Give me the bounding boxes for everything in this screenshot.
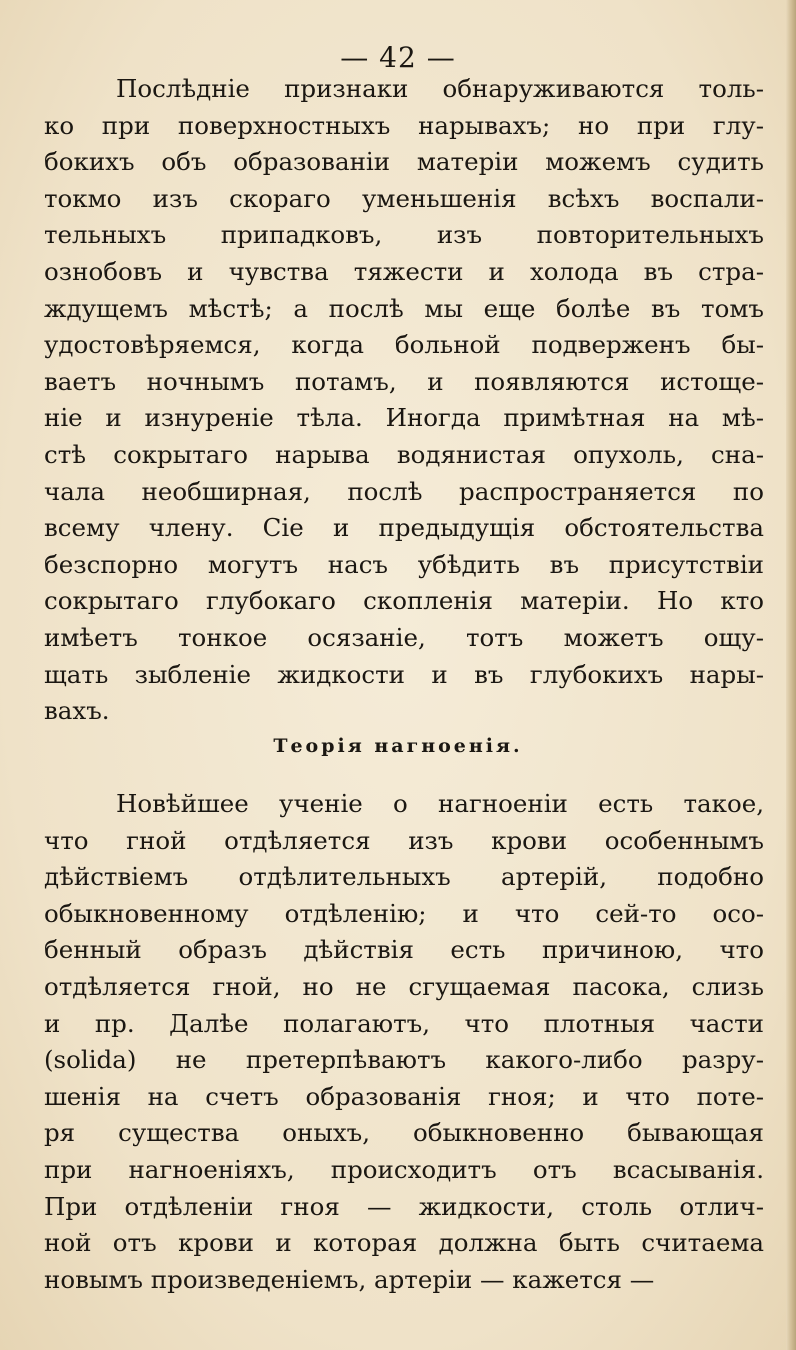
- text-line: удостовѣряемся, когда больной подверженъ бы-: [44, 330, 764, 360]
- text-line: стѣ сокрытаго нарыва водянистая опухоль, сна-: [44, 439, 764, 469]
- text-line: чала необширная, послѣ распространяется по: [44, 476, 764, 506]
- text-line: шенія на счетъ образованія гноя; и что поте-: [44, 1081, 764, 1111]
- text-line: ознобовъ и чувства тяжести и холода въ стра-: [44, 256, 764, 286]
- text-line: всему члену. Сіе и предыдущія обстоятельства: [44, 513, 764, 543]
- text-line: при нагноеніяхъ, происходитъ отъ всасыванія.: [44, 1154, 764, 1184]
- section-heading: Теорія нагноенія.: [273, 735, 523, 757]
- text-line: щать зыбленіе жидкости и въ глубокихъ нары-: [44, 659, 764, 689]
- text-line: имѣетъ тонкое осязаніе, тотъ можетъ ощу-: [44, 622, 764, 652]
- text-line: ваетъ ночнымъ потамъ, и появляются истоще-: [44, 366, 764, 396]
- page-number: — 42 —: [340, 41, 456, 74]
- text-line: тельныхъ припадковъ, изъ повторительныхъ: [44, 220, 764, 250]
- text-line: ко при поверхностныхъ нарывахъ; но при глу-: [44, 110, 764, 140]
- text-line: отдѣляется гной, но не сгущаемая пасока, слизь: [44, 971, 764, 1001]
- text-line: ніе и изнуреніе тѣла. Иногда примѣтная на мѣ-: [44, 403, 764, 433]
- text-line: сокрытаго глубокаго скопленія матеріи. Но кто: [44, 586, 764, 616]
- text-line: Послѣдніе признаки обнаруживаются толь-: [116, 74, 764, 103]
- text-line: Новѣйшее ученіе о нагноеніи есть такое,: [116, 789, 764, 818]
- text-line: бокихъ объ образованіи матеріи можемъ судить: [44, 147, 764, 177]
- paragraph-signs-of-abscess: [44, 71, 764, 730]
- text-line: При отдѣленіи гноя — жидкости, столь отлич-: [44, 1191, 764, 1221]
- text-line: и пр. Далѣе полагаютъ, что плотныя части: [44, 1008, 764, 1038]
- page-spine-edge: [786, 0, 796, 1350]
- text-line: дѣйствіемъ отдѣлительныхъ артерій, подобно: [44, 862, 764, 892]
- text-line: токмо изъ скораго уменьшенія всѣхъ воспали-: [44, 183, 764, 213]
- text-line: безспорно могутъ насъ убѣдить въ присутствіи: [44, 549, 764, 579]
- text-line: ждущемъ мѣстѣ; а послѣ мы еще болѣе въ томъ: [44, 293, 764, 323]
- text-line: бенный образъ дѣйствія есть причиною, что: [44, 935, 764, 965]
- text-line: (solida) не претерпѣваютъ какого-либо разру-: [44, 1045, 764, 1075]
- text-line: что гной отдѣляется изъ крови особеннымъ: [44, 825, 764, 855]
- text-line: обыкновенному отдѣленію; и что сей-то осо-: [44, 898, 764, 928]
- text-line: вахъ.: [44, 696, 110, 726]
- paragraph-theory-of-suppuration: [44, 786, 764, 1298]
- text-line: ря существа оныхъ, обыкновенно бывающая: [44, 1118, 764, 1148]
- text-line: ной отъ крови и которая должна быть считаема: [44, 1228, 764, 1258]
- text-line: новымъ произведеніемъ, артеріи — кажется —: [44, 1264, 655, 1294]
